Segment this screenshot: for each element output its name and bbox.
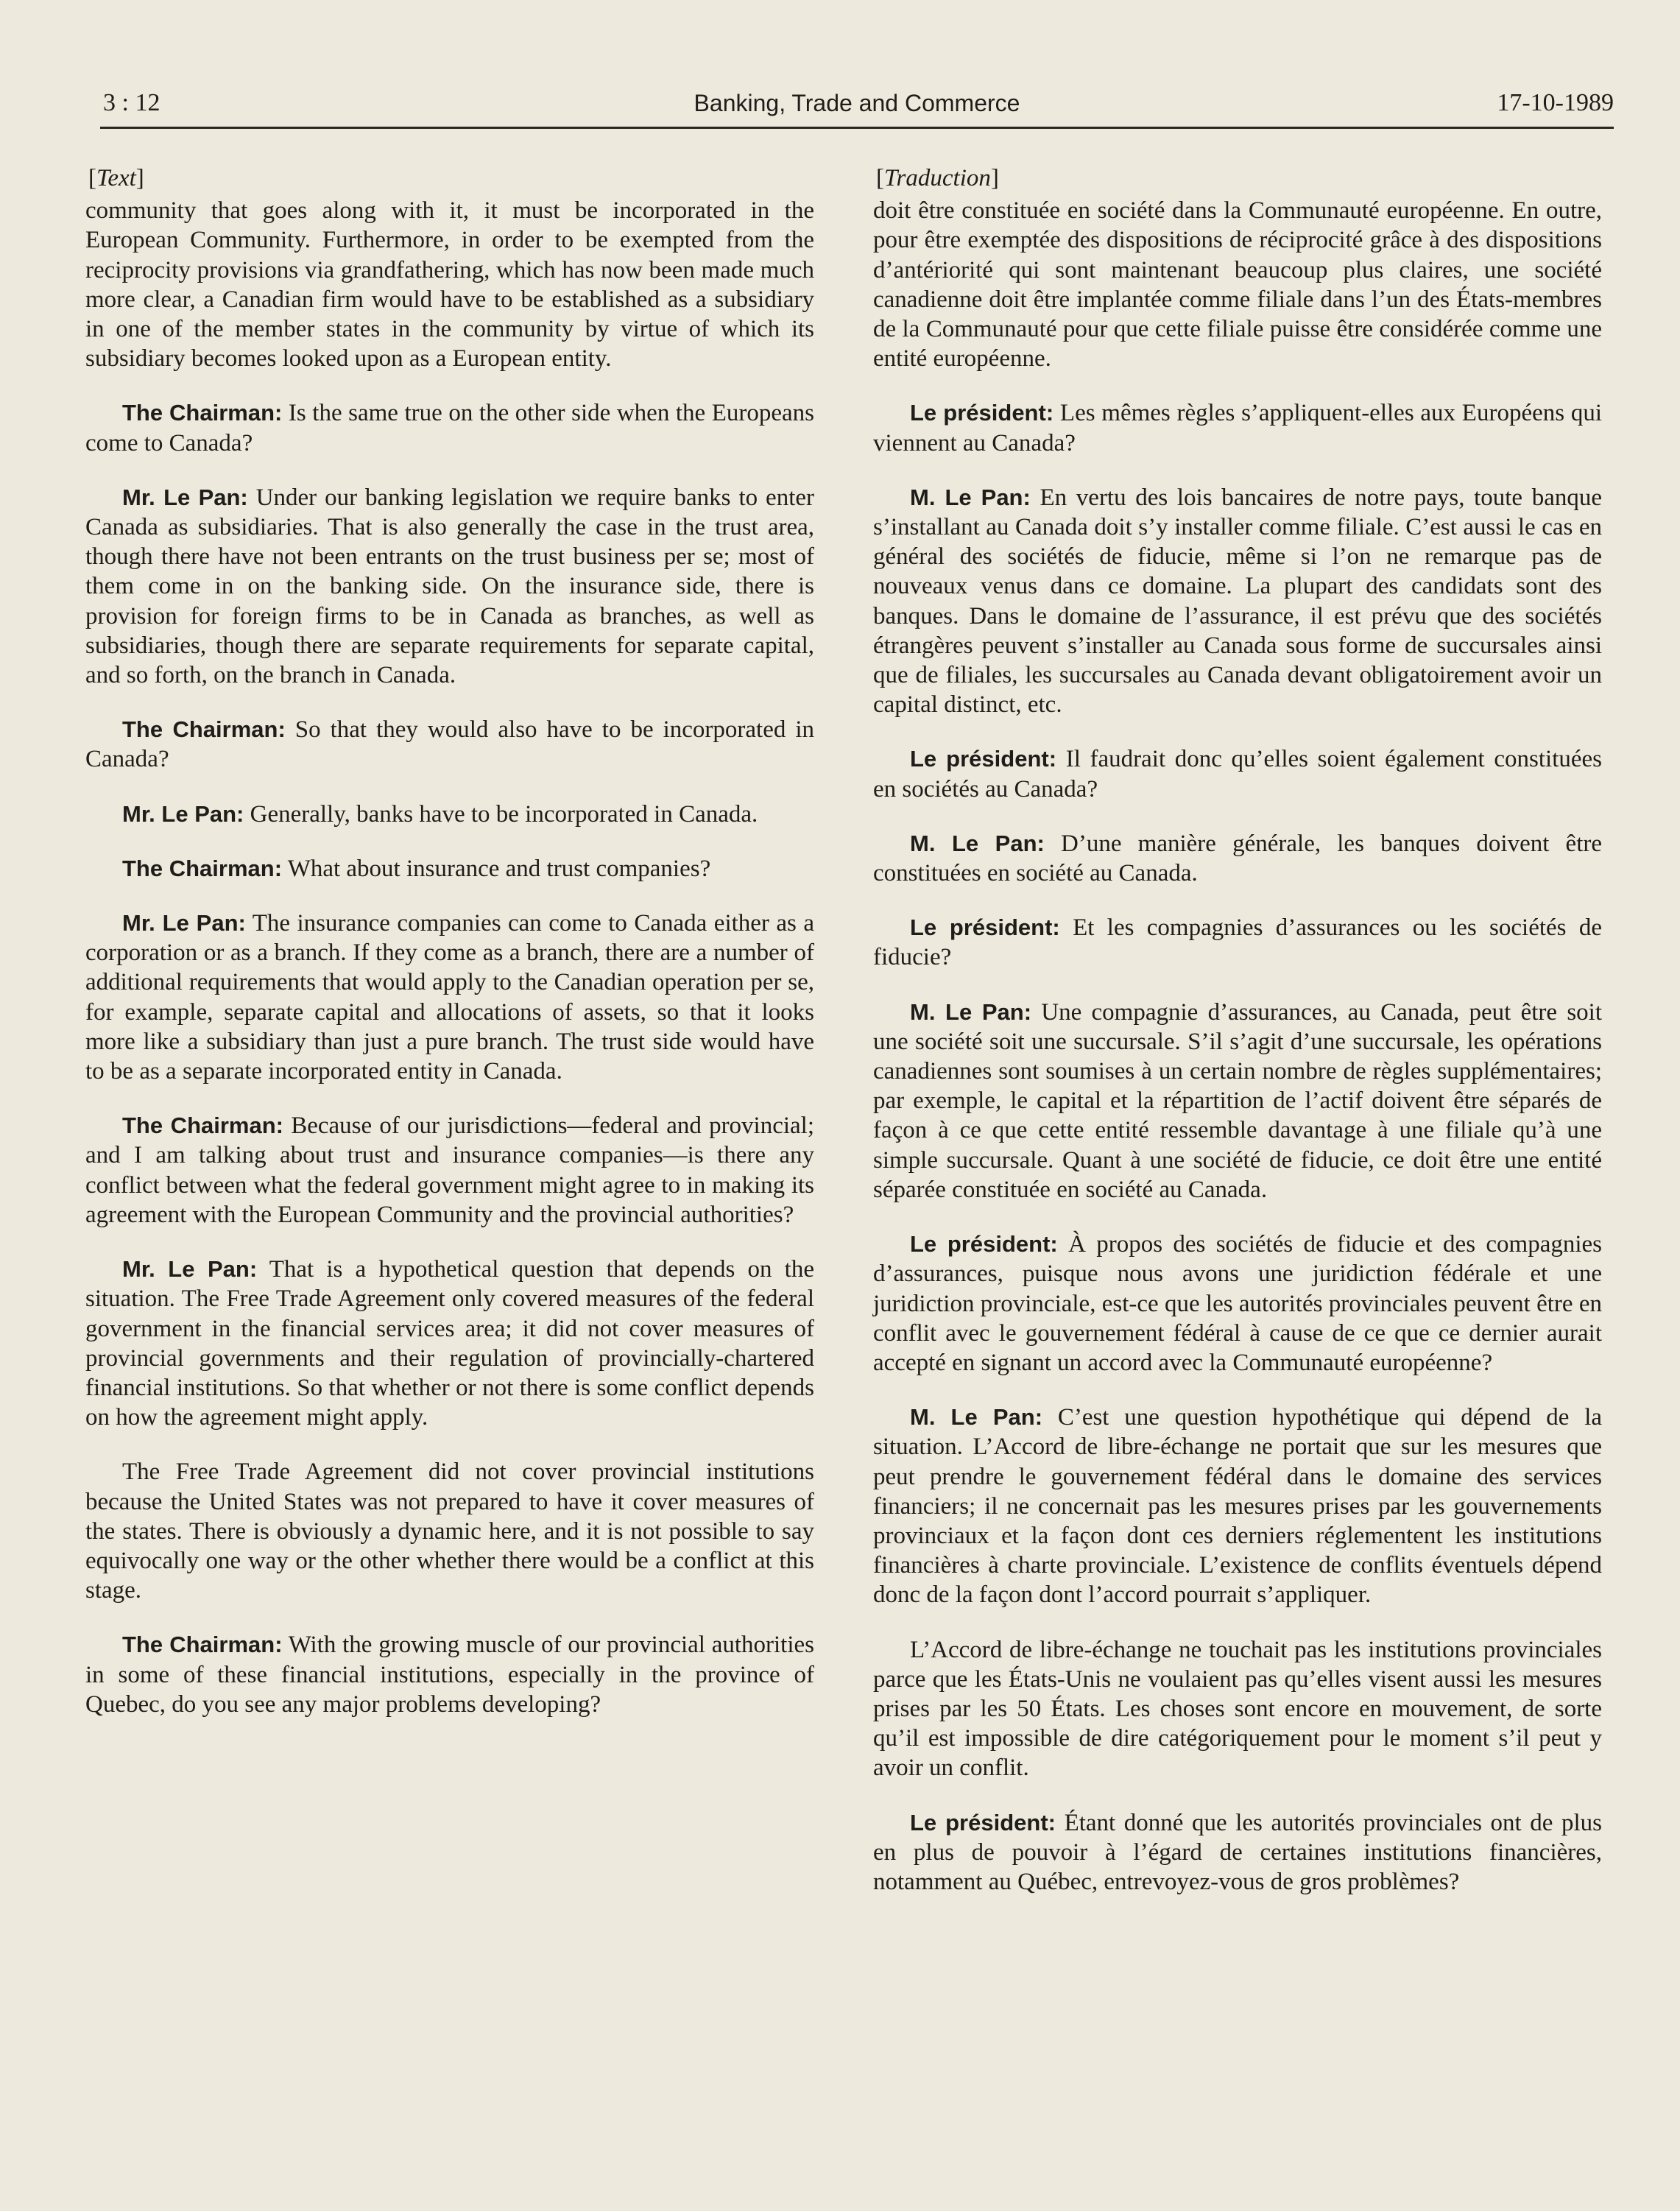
speech-text: L’Accord de libre-échange ne touchait pas les institutions provinciales parce que les États-Unis ne voulaient pas qu’elles visent aussi les mesures prises par les 50 États. Les choses sont encore en mouvement, de sorte qu’il est impossible de dire catégoriquement pour le moment s’il peut y avoir un conflit. [873,1636,1602,1782]
dialogue-paragraph [873,829,1602,888]
page-number: 3 : 12 [103,89,160,116]
speech-text: À propos des sociétés de fiducie et des compagnies d’assurances, puisque nous avons une juridiction fédérale et une juridiction provinciale, est-ce que les autorités provinciales peuvent être en conflit avec le gouvernement fédéral à cause de ce que ce dernier aurait accepté en signant un accord avec la Communauté européenne? [873,1231,1602,1376]
speech-text: With the growing muscle of our provincial authorities in some of these financial institutions, especially in the province of Quebec, do you see any major problems developing? [85,1632,815,1718]
speaker-name: M. Le Pan: [910,830,1045,856]
speech-text: En vertu des lois bancaires de notre pays, toute banque s’installant au Canada doit s’y installer comme filiale. C’est aussi le cas en général des sociétés de fiducie, même si l’on ne remarque pas de nouveaux venus dans ce domaine. La plupart des candidats sont des banques. Dans le domaine de l’assurance, il est prévu que des sociétés étrangères peuvent s’installer au Canada sous forme de succursales ainsi que de filiales, les succursales au Canada devant obligatoirement avoir un capital distinct, etc. [873,484,1603,719]
speaker-name: M. Le Pan: [910,484,1031,510]
dialogue-paragraph [873,1808,1602,1897]
speech-text: What about insurance and trust companies? [287,855,711,882]
speech-text: Generally, banks have to be incorporated in Canada. [250,800,758,828]
speaker-name: Le président: [910,746,1057,772]
speaker-name: The Chairman: [122,1112,283,1139]
dialogue-paragraph [85,854,814,884]
speech-text: C’est une question hypothétique qui dépend de la situation. L’Accord de libre-échange ne portait que sur les mesures que peut prendre le gouvernement fédéral dans le domaine des services financiers; il ne concernait pas les mesures prises par les gouvernements provinciaux et la façon dont ces derniers réglementent les institutions financières à charte provinciale. L’existence de conflits éventuels dépend donc de la façon dont l’accord pourrait s’appliquer. [873,1404,1603,1609]
speaker-name: Mr. Le Pan: [122,484,248,510]
dialogue-paragraph [873,1635,1602,1783]
dialogue-paragraph [873,998,1602,1205]
speaker-name: Mr. Le Pan: [122,1256,258,1283]
speech-text: Is the same true on the other side when the Europeans come to Canada? [85,400,815,456]
english-column [85,163,814,1744]
speech-text: Une compagnie d’assurances, au Canada, peut être soit une société soit une succursale. S’il s’agit d’une succursale, les opérations canadiennes sont soumises à un certain nombre de règles supplémentaires; par exemple, le capital et la répartition de l’actif doivent être séparés de façon à ce que cette entité ressemble davantage à une filiale qu’à une simple succursale. Quant à une société de fiducie, ce doit être une entité séparée constituée en société au Canada. [873,998,1602,1203]
dialogue-paragraph [873,1403,1602,1609]
french-column [873,163,1602,1922]
speaker-name: Le président: [910,400,1054,426]
speaker-name: The Chairman: [122,1632,283,1658]
dialogue-paragraph [85,1457,814,1605]
speech-text: Because of our jurisdictions—federal and provincial; and I am talking about trust and insurance companies—is there any conflict between what the federal government might agree to in making its agreement with the European Community and the provincial authorities? [85,1112,815,1228]
dialogue-paragraph [873,398,1602,457]
dialogue-paragraph [85,483,814,690]
issue-date: 17-10-1989 [1497,89,1614,116]
dialogue-paragraph [85,715,814,774]
page-header [100,82,1614,129]
dialogue-paragraph [873,744,1602,803]
dialogue-paragraph [85,1255,814,1432]
dialogue-paragraph [873,913,1602,972]
speaker-name: Le président: [910,1231,1058,1258]
continued-paragraph: doit être constituée en société dans la Communauté européenne. En outre, pour être exemptée des dispositions de réciprocité grâce à des dispositions d’antériorité qui sont maintenant beaucoup plus claires, une société canadienne doit être implantée comme filiale dans l’un des États-membres de la Communauté pour que cette filiale puisse être considérée comme une entité européenne. [873,197,1602,373]
speaker-name: Le président: [910,1809,1056,1836]
speech-text: Under our banking legislation we require banks to enter Canada as subsidiaries. That is also generally the case in the trust area, though there have not been entrants on the trust business per se; most of them come in on the banking side. On the insurance side, there is provision for foreign firms to be in Canada as branches, as well as subsidiaries, though there are separate requirements for separate capital, and so forth, on the branch in Canada. [85,484,815,689]
speech-text: The Free Trade Agreement did not cover provincial institutions because the United States was not prepared to have it cover measures of the states. There is obviously a dynamic here, and it is not possible to say equivocally one way or the other whether there would be a conflict at this stage. [85,1459,814,1604]
speaker-name: Le président: [910,914,1060,941]
speech-text: The insurance companies can come to Canada either as a corporation or as a branch. If they come as a branch, there are a number of additional requirements that would apply to the Canadian operation per se, for example, separate capital and allocations of assets, so that it looks more like a subsidiary than just a pure branch. The trust side would have to be as a separate incorporated entity in Canada. [85,910,815,1085]
speaker-name: The Chairman: [122,855,283,881]
dialogue-paragraph [873,483,1602,720]
speech-text: D’une manière générale, les banques doivent être constituées en société au Canada. [873,830,1603,887]
speaker-name: The Chairman: [122,716,286,743]
dialogue-paragraph [85,398,814,457]
speaker-name: M. Le Pan: [910,1404,1043,1431]
dialogue-paragraph [873,1230,1602,1378]
continued-paragraph: community that goes along with it, it must be incorporated in the European Community. Furthermore, in order to be exempted from the reciprocity provisions via grandfathering, which has now been made much more clear, a Canadian firm would have to be established as a subsidiary in one of the member states in the community by virtue of which its subsidiary becomes looked upon as a European entity. [85,197,814,373]
committee-title: Banking, Trade and Commerce [693,90,1020,116]
speech-text: Les mêmes règles s’appliquent-elles aux Européens qui viennent au Canada? [873,400,1603,456]
dialogue-paragraph [85,800,814,829]
dialogue-paragraph [85,1630,814,1719]
speech-text: That is a hypothetical question that depends on the situation. The Free Trade Agreement only covered measures of the federal government in the financial services area; it did not cover measures of provincial governments and their regulation of provincially-chartered financial institutions. So that whether or not there is some conflict depends on how the agreement might apply. [85,1256,814,1431]
speaker-name: Mr. Le Pan: [122,800,244,827]
speaker-name: The Chairman: [122,400,283,426]
speaker-name: M. Le Pan: [910,998,1032,1025]
speech-text: So that they would also have to be incorporated in Canada? [85,716,815,773]
dialogue-paragraph [85,1111,814,1230]
dialogue-paragraph [85,909,814,1086]
speech-text: Il faudrait donc qu’elles soient également constituées en sociétés au Canada? [873,746,1602,803]
speech-text: Étant donné que les autorités provinciales ont de plus en plus de pouvoir à l’égard de certaines institutions financières, notamment au Québec, entrevoyez-vous de gros problèmes? [873,1809,1603,1895]
speech-text: Et les compagnies d’assurances ou les sociétés de fiducie? [873,914,1603,971]
column-label: [ Traduction ] [876,163,1602,193]
column-label: [ Text ] [88,163,814,193]
speaker-name: Mr. Le Pan: [122,910,246,937]
